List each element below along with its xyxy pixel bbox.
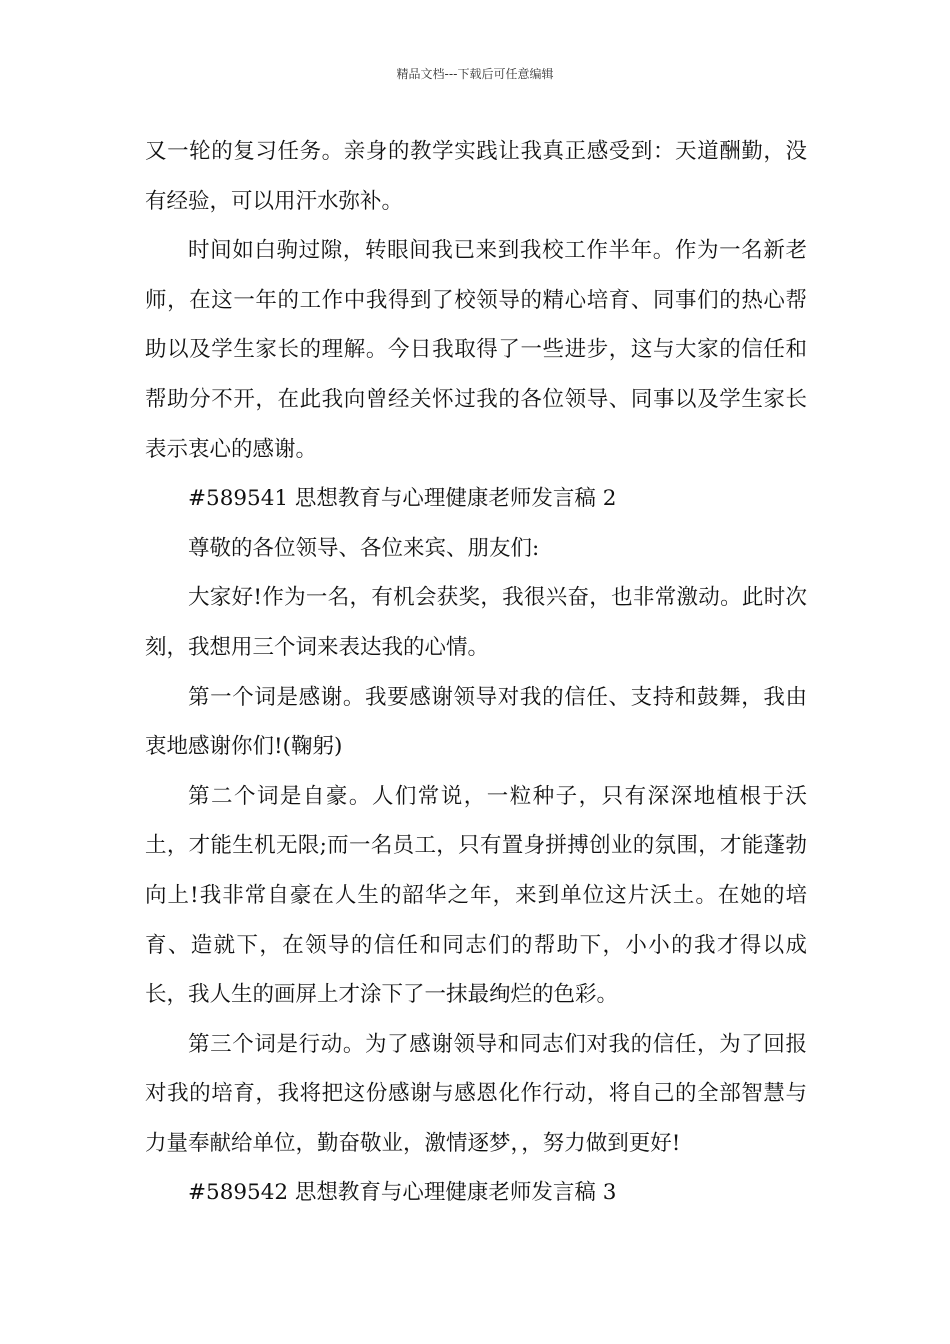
page-header: 精品文档---下载后可任意编辑 (396, 67, 554, 81)
paragraph-second-word: 第二个词是自豪。人们常说，一粒种子，只有深深地植根于沃土，才能生机无限;而一名员工，只有置身拼搏创业的氛围，才能蓬勃向上!我非常自豪在人生的韶华之年，来到单位这片沃土。在她的培育、造就下，在领导的信任和同志们的帮助下，小小的我才得以成长，我人生的画屏上才涂下了一抹最绚烂的色彩。 (145, 783, 807, 1008)
section-heading-2: #589541 思想教育与心理健康老师发言稿 2 (188, 486, 617, 512)
paragraph-first-word: 第一个词是感谢。我要感谢领导对我的信任、支持和鼓舞，我由衷地感谢你们!(鞠躬) (145, 684, 807, 760)
paragraph-third-word: 第三个词是行动。为了感谢领导和同志们对我的信任，为了回报对我的培育，我将把这份感谢与感恩化作行动，将自己的全部智慧与力量奉献给单位，勤奋敬业，激情逐梦，，努力做到更好! (145, 1031, 807, 1156)
paragraph-greeting: 大家好!作为一名，有机会获奖，我很兴奋，也非常激动。此时次刻，我想用三个词来表达我的心情。 (145, 585, 807, 660)
document-body (145, 127, 807, 1218)
paragraph-intro: 时间如白驹过隙，转眼间我已来到我校工作半年。作为一名新老师，在这一年的工作中我得到了校领导的精心培育、同事们的热心帮助以及学生家长的理解。今日我取得了一些进步，这与大家的信任和帮助分不开，在此我向曾经关怀过我的各位领导、同事以及学生家长表示衷心的感谢。 (145, 238, 807, 462)
salutation: 尊敬的各位领导、各位来宾、朋友们: (188, 535, 540, 561)
section-heading-3: #589542 思想教育与心理健康老师发言稿 3 (188, 1180, 617, 1206)
paragraph-continuation: 又一轮的复习任务。亲身的教学实践让我真正感受到：天道酬勤，没有经验，可以用汗水弥补。 (145, 139, 807, 214)
